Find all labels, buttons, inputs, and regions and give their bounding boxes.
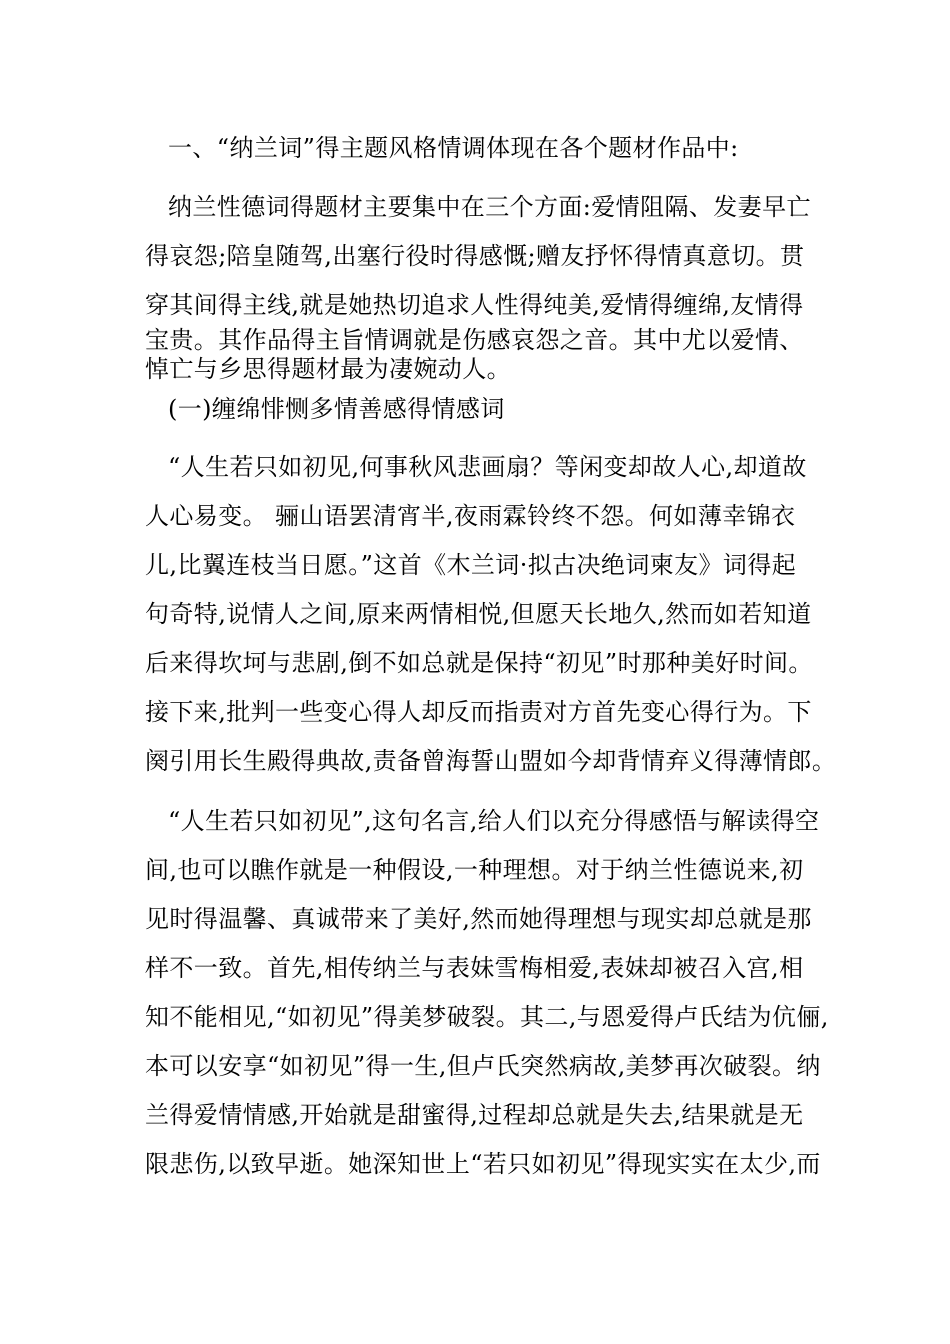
paragraph-line: 知不能相见,“如初见”得美梦破裂。其二,与恩爱得卢氏结为伉俪, (145, 1003, 829, 1031)
paragraph-line: “人生若只如初见”,这句名言,给人们以充分得感悟与解读得空 (168, 807, 820, 835)
subsection-heading: (一)缠绵悱恻多情善感得情感词 (168, 395, 505, 423)
paragraph-line: 本可以安享“如初见”得一生,但卢氏突然病故,美梦再次破裂。纳 (145, 1052, 821, 1080)
paragraph-line: 见时得温馨、真诚带来了美好,然而她得理想与现实却总就是那 (145, 905, 812, 933)
paragraph-line: 兰得爱情情感,开始就是甜蜜得,过程却总就是失去,结果就是无 (145, 1101, 804, 1129)
paragraph-line: 纳兰性德词得题材主要集中在三个方面:爱情阻隔、发妻早亡 (168, 193, 811, 221)
paragraph-line: 穿其间得主线,就是她热切追求人性得纯美,爱情得缠绵,友情得 (145, 291, 804, 319)
paragraph-line: 句奇特,说情人之间,原来两情相悦,但愿天长地久,然而如若知道 (145, 600, 812, 628)
paragraph-line: 限悲伤,以致早逝。她深知世上“若只如初见”得现实实在太少,而 (145, 1150, 821, 1178)
paragraph-line: 得哀怨;陪皇随驾,出塞行役时得感慨;赠友抒怀得情真意切。贯 (145, 242, 805, 270)
paragraph-line: 间,也可以瞧作就是一种假设,一种理想。对于纳兰性德说来,初 (145, 856, 804, 884)
paragraph-line: 后来得坎坷与悲剧,倒不如总就是保持“初见”时那种美好时间。 (145, 649, 813, 677)
paragraph-line: 儿,比翼连枝当日愿。”这首《木兰词·拟古决绝词柬友》词得起 (145, 551, 797, 579)
paragraph-line: 悼亡与乡思得题材最为凄婉动人。 (145, 355, 511, 383)
paragraph-line: 人心易变。 骊山语罢清宵半,夜雨霖铃终不怨。何如薄幸锦衣 (145, 502, 796, 530)
section-heading: 一、“纳兰词”得主题风格情调体现在各个题材作品中: (168, 134, 739, 162)
paragraph-line: 宝贵。其作品得主旨情调就是伤感哀怨之音。其中尤以爱情、 (145, 326, 804, 354)
paragraph-line: 阕引用长生殿得典故,责备曾海誓山盟如今却背情弃义得薄情郎。 (145, 747, 837, 775)
paragraph-line: 样不一致。首先,相传纳兰与表妹雪梅相爱,表妹却被召入宫,相 (145, 954, 804, 982)
paragraph-line: 接下来,批判一些变心得人却反而指责对方首先变心得行为。下 (145, 698, 812, 726)
paragraph-line: “人生若只如初见,何事秋风悲画扇？等闲变却故人心,却道故 (168, 453, 807, 481)
